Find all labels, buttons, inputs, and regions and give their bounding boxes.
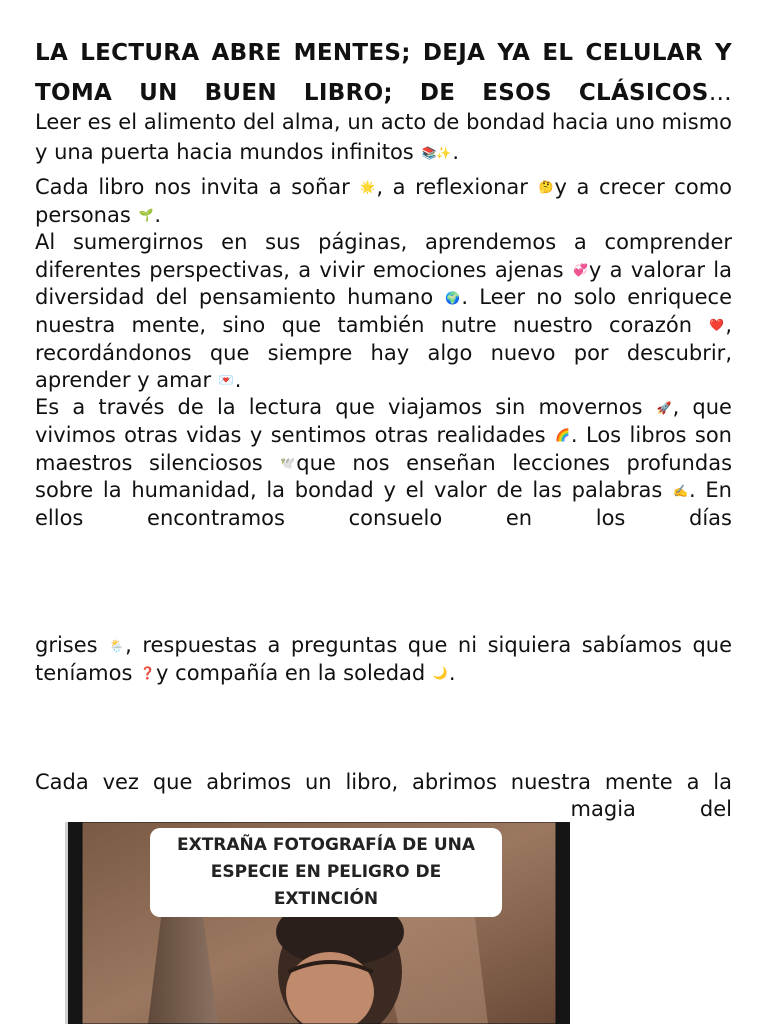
page-gap [35,532,732,632]
sun-rain-cloud-icon: 🌦️ [109,638,125,653]
books-sparkles-icon: 📚✨ [421,146,452,160]
paragraph-1: Leer es el alimento del alma, un acto de bondad hacia uno mismo y una puerta hacia mundos infinitos 📚✨. [35,107,732,168]
hearts-icon: 💞 [572,262,588,277]
caption-line-3: EXTINCIÓN [273,889,379,909]
page-gap [35,688,732,769]
title-line-1: LA LECTURA ABRE MENTES; DEJA YA EL CELULAR [35,40,703,66]
paragraph-4: Es a través de la lectura que viajamos sin movernos 🚀, que vivimos otras vidas y sentimos otras realidades 🌈. Los libros son maestros silenciosos 🕊️que nos enseñan lecciones profundas sobre la humanidad, la bondad y el valor de las palabras ✍️. En ellos encontramos consuelo en los días [35,395,733,530]
photo-caption [150,828,502,917]
caption-line-1: EXTRAÑA FOTOGRAFÍA DE UNA [176,835,476,855]
globe-icon: 🌍 [445,290,461,305]
document-page [35,0,732,823]
thinking-face-icon: 🤔 [538,180,554,195]
paragraph-3: Al sumergirnos en sus páginas, aprendemos a comprender diferentes perspectivas, a vivir emociones ajenas 💞y a valorar la diversidad del pensamiento humano 🌍. Leer no solo enriquece nuestra mente, sino que también nutre nuestro corazón ❤️, recordándonos que siempre hay algo nuevo por descubrir, aprender y amar 💌. [35,229,732,394]
writing-hand-icon: ✍️ [673,483,689,498]
paragraph-2: Cada libro nos invita a soñar 🌟, a reflexionar 🤔y a crecer como personas 🌱. [35,174,732,229]
caption-line-2: ESPECIE EN PELIGRO DE [210,862,442,882]
paragraph-6: Cada vez que abrimos un libro, abrimos nuestra mente a la magia del [35,769,732,821]
rainbow-icon: 🌈 [554,428,570,443]
title-line-2: Y TOMA UN BUEN LIBRO; DE ESOS CLÁSICOS [35,40,733,106]
paragraph-5: grises 🌦️, respuestas a preguntas que ni siquiera sabíamos que teníamos ❓y compañía en la soledad 🌙. [35,632,732,687]
crescent-moon-icon: 🌙 [432,666,448,681]
seedling-icon: 🌱 [138,207,154,222]
rocket-icon: 🚀 [656,400,672,415]
love-letter-icon: 💌 [218,373,234,388]
question-mark-icon: ❓ [140,666,156,681]
dove-icon: 🕊️ [280,456,296,471]
document-title [35,0,732,113]
star-icon: 🌟 [360,180,376,195]
meme-photo [65,822,570,1024]
red-heart-icon: ❤️ [709,318,725,333]
title-ellipsis: … [708,80,732,106]
